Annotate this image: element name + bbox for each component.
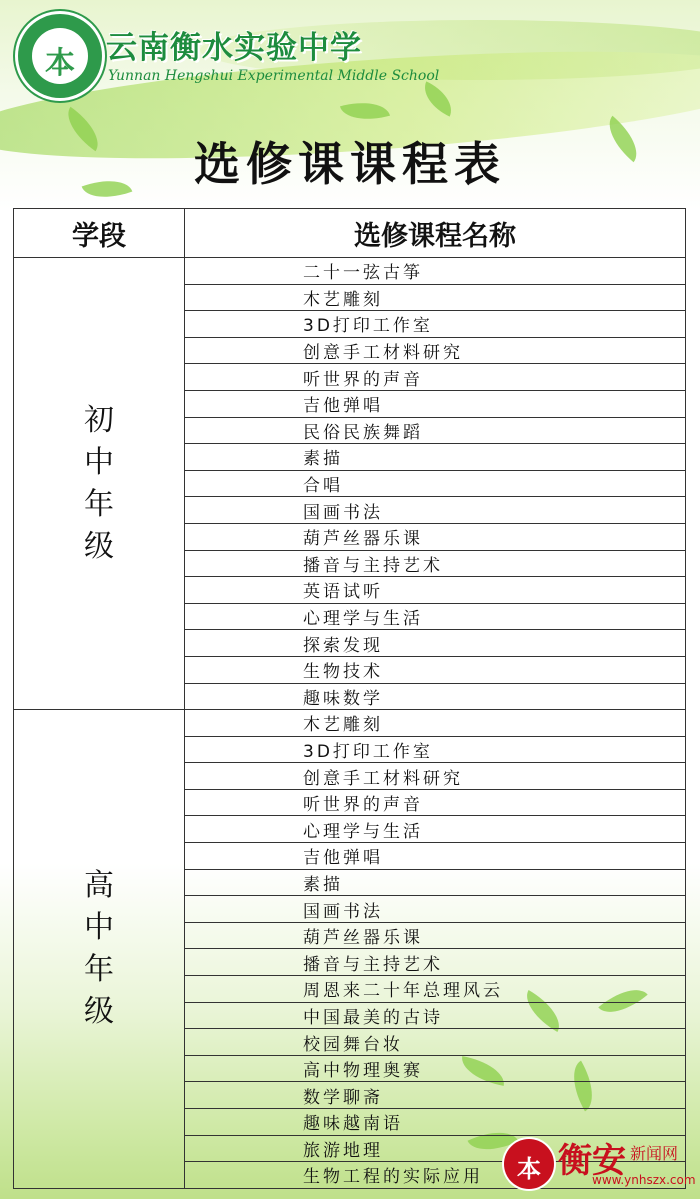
table-row xyxy=(14,710,686,737)
course-name: 周恩来二十年总理风云 xyxy=(185,976,686,1003)
course-name: 吉他弹唱 xyxy=(185,843,686,870)
course-name: 听世界的声音 xyxy=(185,789,686,816)
course-name: 民俗民族舞蹈 xyxy=(185,417,686,444)
course-name: 木艺雕刻 xyxy=(185,710,686,737)
table-row xyxy=(14,258,686,285)
course-name: 二十一弦古筝 xyxy=(185,258,686,285)
course-name: 木艺雕刻 xyxy=(185,284,686,311)
site-watermark xyxy=(504,1135,694,1193)
stage-cell-senior xyxy=(14,710,185,1189)
header-stage: 学段 xyxy=(14,209,185,258)
course-name: 创意手工材料研究 xyxy=(185,337,686,364)
stage-label: 高中年级 xyxy=(84,867,114,1029)
school-name-en: Yunnan Hengshui Experimental Middle School xyxy=(108,68,440,84)
header-course: 选修课程名称 xyxy=(185,209,686,258)
stage-cell-junior xyxy=(14,258,185,710)
school-logo xyxy=(18,14,102,98)
course-name: 国画书法 xyxy=(185,896,686,923)
course-name: 3D打印工作室 xyxy=(185,311,686,338)
school-name-cn: 云南衡水实验中学 xyxy=(106,30,362,66)
course-table xyxy=(13,208,686,1189)
course-name: 播音与主持艺术 xyxy=(185,949,686,976)
course-name: 合唱 xyxy=(185,470,686,497)
stage-label: 初中年级 xyxy=(84,402,114,564)
course-name: 3D打印工作室 xyxy=(185,736,686,763)
course-name: 英语试听 xyxy=(185,577,686,604)
table-header-row xyxy=(14,209,686,258)
course-name: 数学聊斋 xyxy=(185,1082,686,1109)
course-name: 心理学与生活 xyxy=(185,816,686,843)
watermark-brand: 衡安 xyxy=(558,1141,626,1181)
watermark-label: 新闻网 xyxy=(630,1144,679,1163)
course-name: 国画书法 xyxy=(185,497,686,524)
course-name: 播音与主持艺术 xyxy=(185,550,686,577)
course-name: 探索发现 xyxy=(185,630,686,657)
page-title: 选修课课程表 xyxy=(194,137,506,191)
course-name: 中国最美的古诗 xyxy=(185,1002,686,1029)
course-name: 趣味数学 xyxy=(185,683,686,710)
watermark-seal: 本 xyxy=(504,1139,554,1189)
course-name: 创意手工材料研究 xyxy=(185,763,686,790)
logo-glyph: 本 xyxy=(45,46,75,81)
course-name: 高中物理奥赛 xyxy=(185,1055,686,1082)
course-name: 葫芦丝器乐课 xyxy=(185,922,686,949)
course-name: 听世界的声音 xyxy=(185,364,686,391)
course-name: 生物技术 xyxy=(185,656,686,683)
course-name: 素描 xyxy=(185,444,686,471)
course-name: 素描 xyxy=(185,869,686,896)
course-name: 趣味越南语 xyxy=(185,1109,686,1136)
course-name: 旅游地理 xyxy=(185,1135,686,1162)
course-name: 吉他弹唱 xyxy=(185,390,686,417)
course-name: 生物工程的实际应用 xyxy=(185,1162,686,1189)
course-name: 校园舞台妆 xyxy=(185,1029,686,1056)
watermark-url: www.ynhszx.com xyxy=(592,1173,696,1187)
table-body xyxy=(14,258,686,1189)
course-name: 葫芦丝器乐课 xyxy=(185,523,686,550)
course-name: 心理学与生活 xyxy=(185,603,686,630)
